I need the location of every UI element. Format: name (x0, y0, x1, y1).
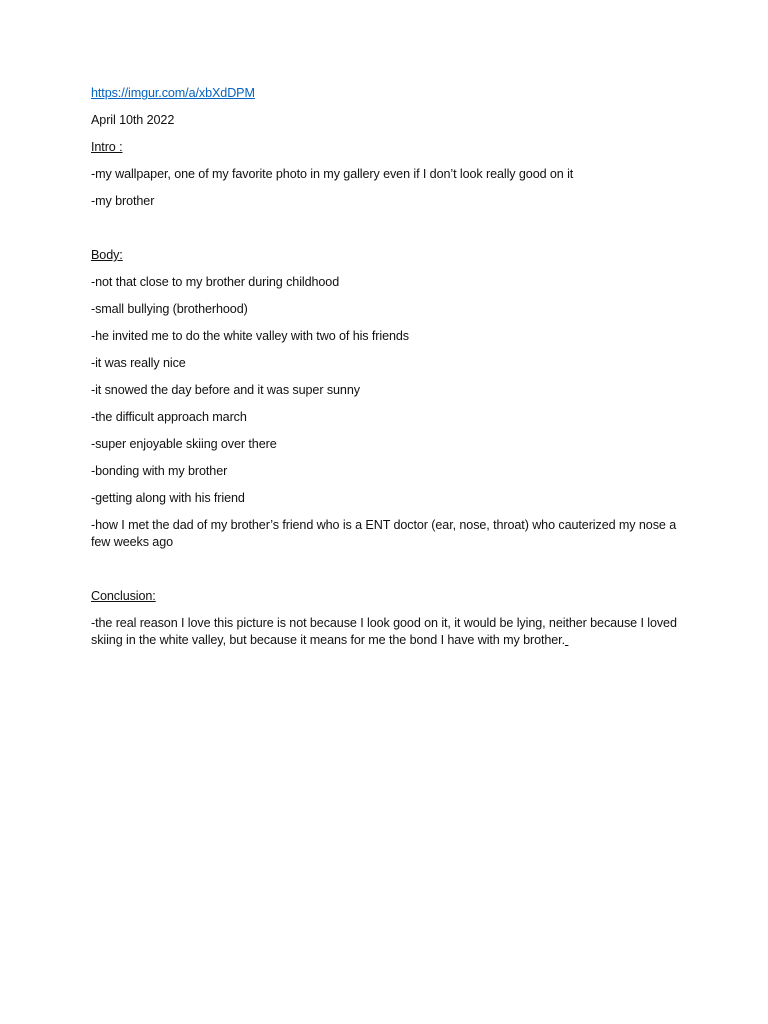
intro-item: -my brother (91, 194, 155, 208)
body-item: -it was really nice (91, 356, 186, 370)
body-item: -it snowed the day before and it was super sunny (91, 383, 360, 397)
body-item: -he invited me to do the white valley with two of his friends (91, 329, 409, 343)
body-item: -super enjoyable skiing over there (91, 437, 277, 451)
body-item: -the difficult approach march (91, 410, 247, 424)
body-heading: Body: (91, 248, 123, 262)
imgur-link[interactable]: https://imgur.com/a/xbXdDPM (91, 86, 255, 100)
body-item: -small bullying (brotherhood) (91, 302, 248, 316)
conclusion-text-content: -the real reason I love this picture is not because I look good on it, it would be lying, neither because I loved skiing in the white valley, but because it means for me the bond I have with my brother. (91, 616, 677, 647)
conclusion-heading: Conclusion: (91, 589, 156, 603)
body-item: -bonding with my brother (91, 464, 228, 478)
intro-heading: Intro : (91, 140, 123, 154)
document-page (91, 85, 687, 649)
trailing-underline (565, 633, 568, 647)
body-item: -getting along with his friend (91, 491, 245, 505)
conclusion-text (91, 615, 687, 649)
intro-item: -my wallpaper, one of my favorite photo in my gallery even if I don’t look really good on it (91, 167, 574, 181)
document-date: April 10th 2022 (91, 113, 175, 127)
body-item: -how I met the dad of my brother’s friend who is a ENT doctor (ear, nose, throat) who cauterized my nose a few weeks ago (91, 518, 677, 549)
body-item: -not that close to my brother during childhood (91, 275, 340, 289)
